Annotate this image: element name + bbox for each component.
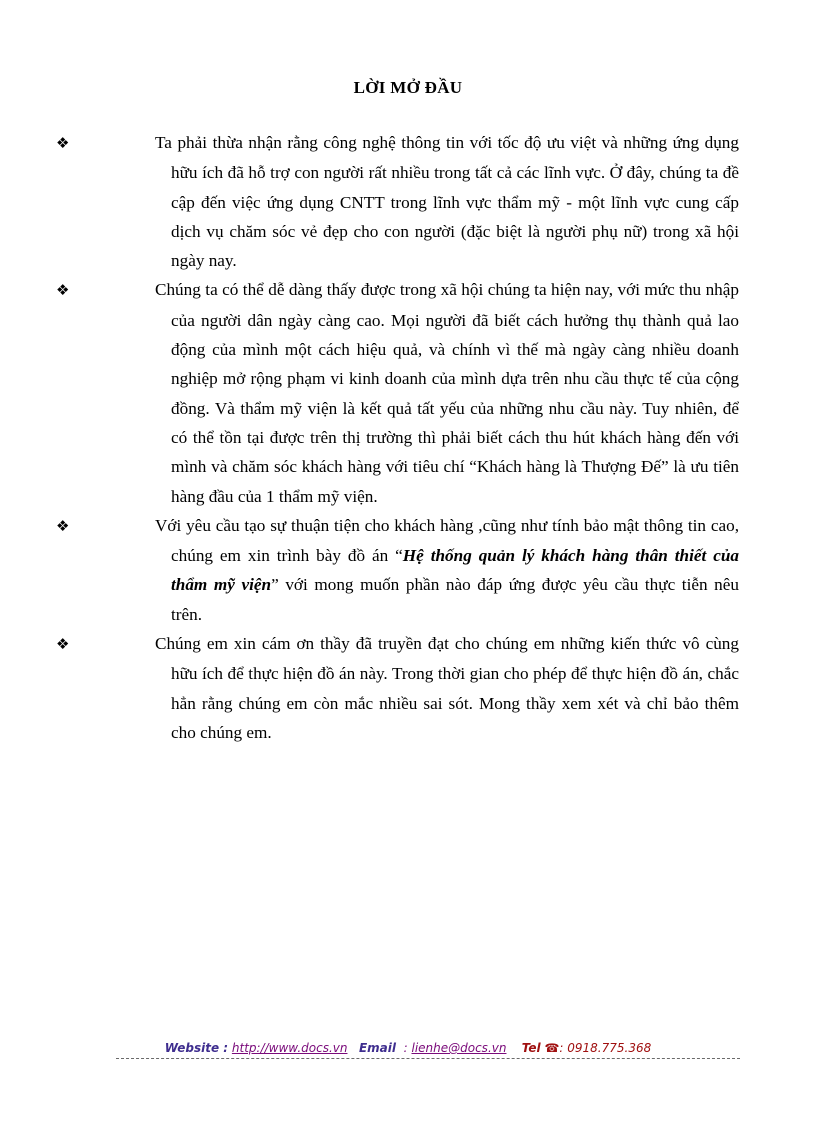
diamond-bullet-icon: ❖ bbox=[56, 516, 70, 535]
tel-label: Tel bbox=[521, 1041, 541, 1055]
page-title: LỜI MỞ ĐẦU bbox=[353, 78, 463, 97]
email-separator: : bbox=[403, 1041, 408, 1055]
paragraph-4 bbox=[56, 629, 739, 747]
website-label: Website : bbox=[164, 1041, 229, 1055]
diamond-bullet-icon: ❖ bbox=[56, 635, 70, 654]
footer-divider bbox=[116, 1058, 740, 1059]
paragraph-4-text: Chúng em xin cám ơn thầy đã truyền đạt cho chúng em những kiến thức vô cùng hữu ích để thực hiện đồ án này. Trong thời gian cho phép để thực hiện đồ án, chắc hẳn rằng chúng em còn mắc nhiều sai sót. Mong thầy xem xét và chỉ bảo thêm cho chúng em. bbox=[155, 634, 739, 742]
paragraph-1-text: Ta phải thừa nhận rằng công nghệ thông tin với tốc độ ưu việt và những ứng dụng hữu ích đã hỗ trợ con người rất nhiều trong tất cả các lĩnh vực. Ở đây, chúng ta đề cập đến việc ứng dụng CNTT trong lĩnh vực thẩm mỹ - một lĩnh vực cung cấp dịch vụ chăm sóc vẻ đẹp cho con người (đặc biệt là người phụ nữ) trong xã hội ngày nay. bbox=[155, 133, 739, 271]
diamond-bullet-icon: ❖ bbox=[56, 134, 70, 152]
paragraph-3 bbox=[56, 511, 740, 629]
paragraph-1 bbox=[56, 128, 739, 275]
paragraph-3-text-before: Với yêu cầu tạo sự thuận tiện cho khách hàng ,cũng như tính bảo mật thông tin cao, chúng em xin trình bày đồ án “ bbox=[155, 515, 739, 566]
project-title-emphasis: Hệ thống quản lý khách hàng thân thiết của thẩm mỹ viện bbox=[171, 546, 740, 595]
email-label: Email bbox=[358, 1041, 396, 1055]
email-link[interactable]: lienhe@docs.vn bbox=[411, 1041, 507, 1055]
phone-icon: ☎ bbox=[544, 1041, 560, 1055]
website-link[interactable]: http://www.docs.vn bbox=[231, 1041, 348, 1055]
document-body bbox=[56, 128, 740, 747]
diamond-bullet-icon: ❖ bbox=[56, 281, 70, 300]
paragraph-3-text-after: ” với mong muốn phần nào đáp ứng được yêu cầu thực tiễn nêu trên. bbox=[171, 575, 739, 624]
page-footer bbox=[0, 1041, 816, 1055]
tel-number: : 0918.775.368 bbox=[559, 1041, 652, 1055]
paragraph-2 bbox=[56, 275, 739, 510]
paragraph-2-text: Chúng ta có thể dễ dàng thấy được trong xã hội chúng ta hiện nay, với mức thu nhập của người dân ngày càng cao. Mọi người đã biết cách hưởng thụ thành quả lao động của mình một cách hiệu quả, và chính vì thế mà ngày càng nhiều doanh nghiệp mở rộng phạm vi kinh doanh của mình dựa trên nhu cầu thực tế của cộng đồng. Và thẩm mỹ viện là kết quả tất yếu của những nhu cầu này. Tuy nhiên, để có thể tồn tại được trên thị trường thì phải biết cách thu hút khách hàng đến với mình và chăm sóc khách hàng với tiêu chí “Khách hàng là Thượng Đế” là ưu tiên hàng đầu của 1 thẩm mỹ viện. bbox=[155, 280, 739, 506]
